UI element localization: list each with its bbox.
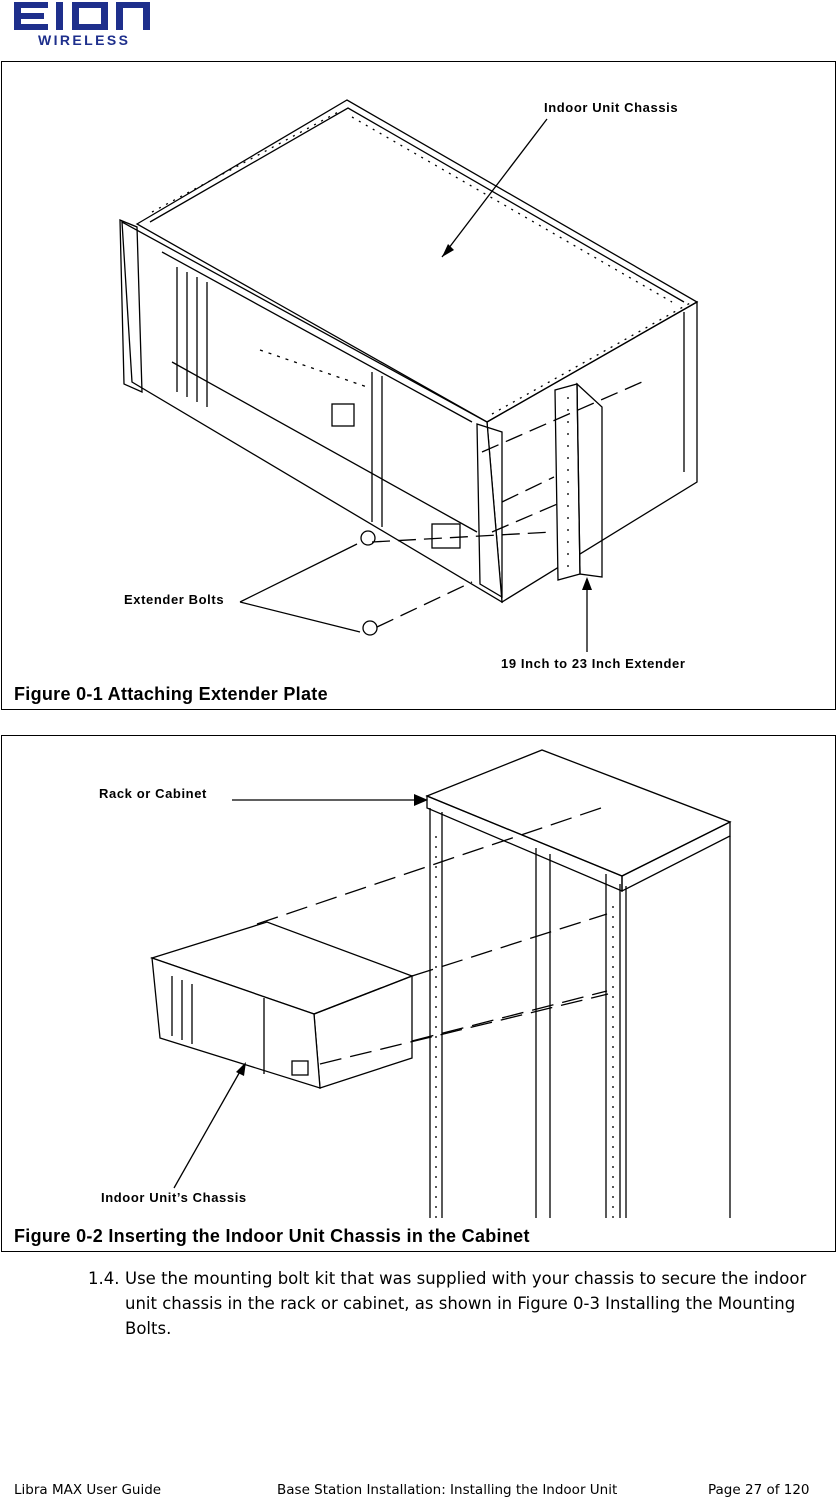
callout-extender-bolts: Extender Bolts: [124, 592, 225, 607]
footer-section-title: Base Station Installation: Installing the Indoor Unit: [277, 1482, 618, 1498]
step-number: 1.4.: [88, 1269, 120, 1288]
figure-inserting-chassis-in-cabinet: [1, 735, 836, 1252]
chassis-extender-illustration: [2, 62, 835, 709]
numbered-step: [88, 1266, 828, 1341]
step-text: Use the mounting bolt kit that was supplied with your chassis to secure the indoor unit chassis in the rack or cabinet, as shown in Figure 0-3 Installing the Mounting Bolts.: [125, 1269, 807, 1338]
figure-caption: Figure 0-1 Attaching Extender Plate: [14, 684, 328, 704]
callout-indoor-unit-chassis: Indoor Unit Chassis: [544, 100, 679, 115]
cabinet-illustration: [2, 736, 835, 1251]
figure-attaching-extender-plate: [1, 61, 836, 710]
logo-tagline: WIRELESS: [38, 32, 131, 48]
figure-caption: Figure 0-2 Inserting the Indoor Unit Chassis in the Cabinet: [14, 1226, 530, 1246]
footer-document-title: Libra MAX User Guide: [14, 1482, 162, 1498]
callout-indoor-units-chassis: Indoor Unit’s Chassis: [101, 1190, 247, 1205]
footer-page-number: Page 27 of 120: [708, 1482, 810, 1498]
callout-extender: 19 Inch to 23 Inch Extender: [501, 656, 686, 671]
callout-rack-or-cabinet: Rack or Cabinet: [99, 786, 207, 801]
eion-wireless-logo: [14, 2, 166, 48]
